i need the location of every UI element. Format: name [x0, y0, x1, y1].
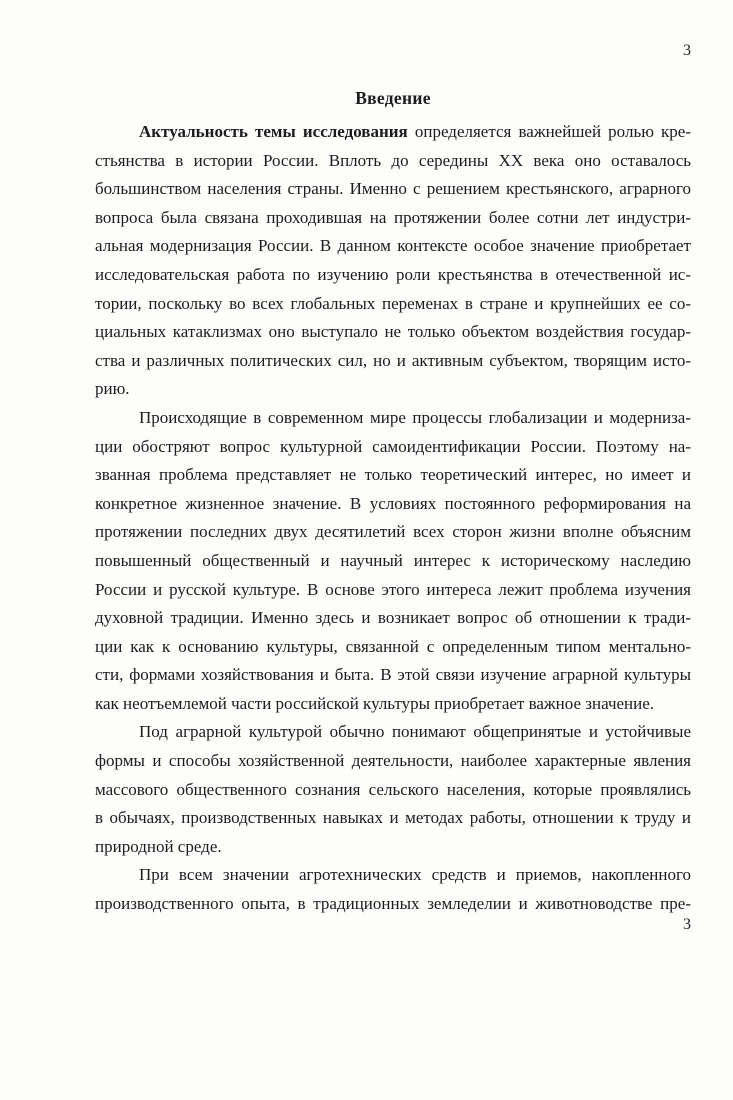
text-line: При всем значении агротехнических средств и приемов, накопленного: [139, 865, 691, 885]
text-line: Актуальность темы исследования определяется важнейшей ролью кре-: [139, 122, 691, 141]
paragraph: [95, 404, 691, 719]
page-number-bottom: 3: [683, 916, 691, 933]
text-line: альная модернизация России. В данном контексте особое значение приобретает: [95, 236, 691, 256]
text-line: тории, поскольку во всех глобальных переменах в стране и крупнейших ее со-: [95, 293, 691, 313]
text-line: стьянства в истории России. Вплоть до середины XX века оно оставалось: [95, 150, 691, 170]
text-line: повышенный общественный и научный интерес к историческому наследию: [95, 550, 691, 570]
text-line: как неотъемлемой части российской культуры приобретает важное значение.: [95, 693, 655, 713]
text-line: природной среде.: [95, 836, 222, 856]
text-line: производственного опыта, в традиционных земледелии и животноводстве пре-: [95, 894, 691, 914]
text-line: России и русской культуре. В основе этого интереса лежит проблема изучения: [95, 579, 691, 599]
paragraph: [95, 718, 691, 861]
text-line: сти, формами хозяйствования и быта. В этой связи изучение аграрной культуры: [95, 665, 691, 685]
text-line: ции как к основанию культуры, связанной с определенным типом ментально-: [95, 636, 691, 656]
text-line: циальных катаклизмах оно выступало не только объектом воздействия государ-: [95, 322, 691, 342]
paragraph: [95, 118, 691, 404]
text-line: Происходящие в современном мире процессы глобализации и модерниза-: [139, 407, 691, 427]
page-title: Введение: [355, 88, 431, 108]
text-line: большинством населения страны. Именно с решением крестьянского, аграрного: [95, 179, 691, 199]
text-line: исследовательская работа по изучению роли крестьянства в отечественной ис-: [95, 264, 691, 284]
text-line: вопроса была связана проходившая на протяжении более сотни лет индустри-: [95, 207, 691, 227]
text-line: конкретное жизненное значение. В условиях постоянного реформирования на: [95, 493, 691, 513]
text-line: формы и способы хозяйственной деятельности, наиболее характерные явления: [95, 751, 691, 771]
text-line: ства и различных политических сил, но и активным субъектом, творящим исто-: [95, 350, 691, 370]
page-number-top: 3: [683, 42, 691, 59]
text-line: в обычаях, производственных навыках и методах работы, отношении к труду и: [95, 808, 691, 828]
text-line: массового общественного сознания сельского населения, которые проявлялись: [95, 779, 691, 799]
body-text: [95, 118, 691, 919]
bold-lead-text: Актуальность темы исследования: [139, 122, 408, 141]
text-line: званная проблема представляет не только теоретический интерес, но имеет и: [95, 465, 691, 485]
text-line: духовной традиции. Именно здесь и возникает вопрос об отношении к тради-: [95, 608, 691, 628]
text-line: ции обостряют вопрос культурной самоидентификации России. Поэтому на-: [95, 436, 691, 456]
text-line: протяжении последних двух десятилетий всех сторон жизни вполне объясним: [95, 522, 691, 542]
text-line: Под аграрной культурой обычно понимают общепринятые и устойчивые: [139, 722, 691, 742]
paragraph: [95, 861, 691, 918]
text-line: рию.: [95, 379, 130, 399]
